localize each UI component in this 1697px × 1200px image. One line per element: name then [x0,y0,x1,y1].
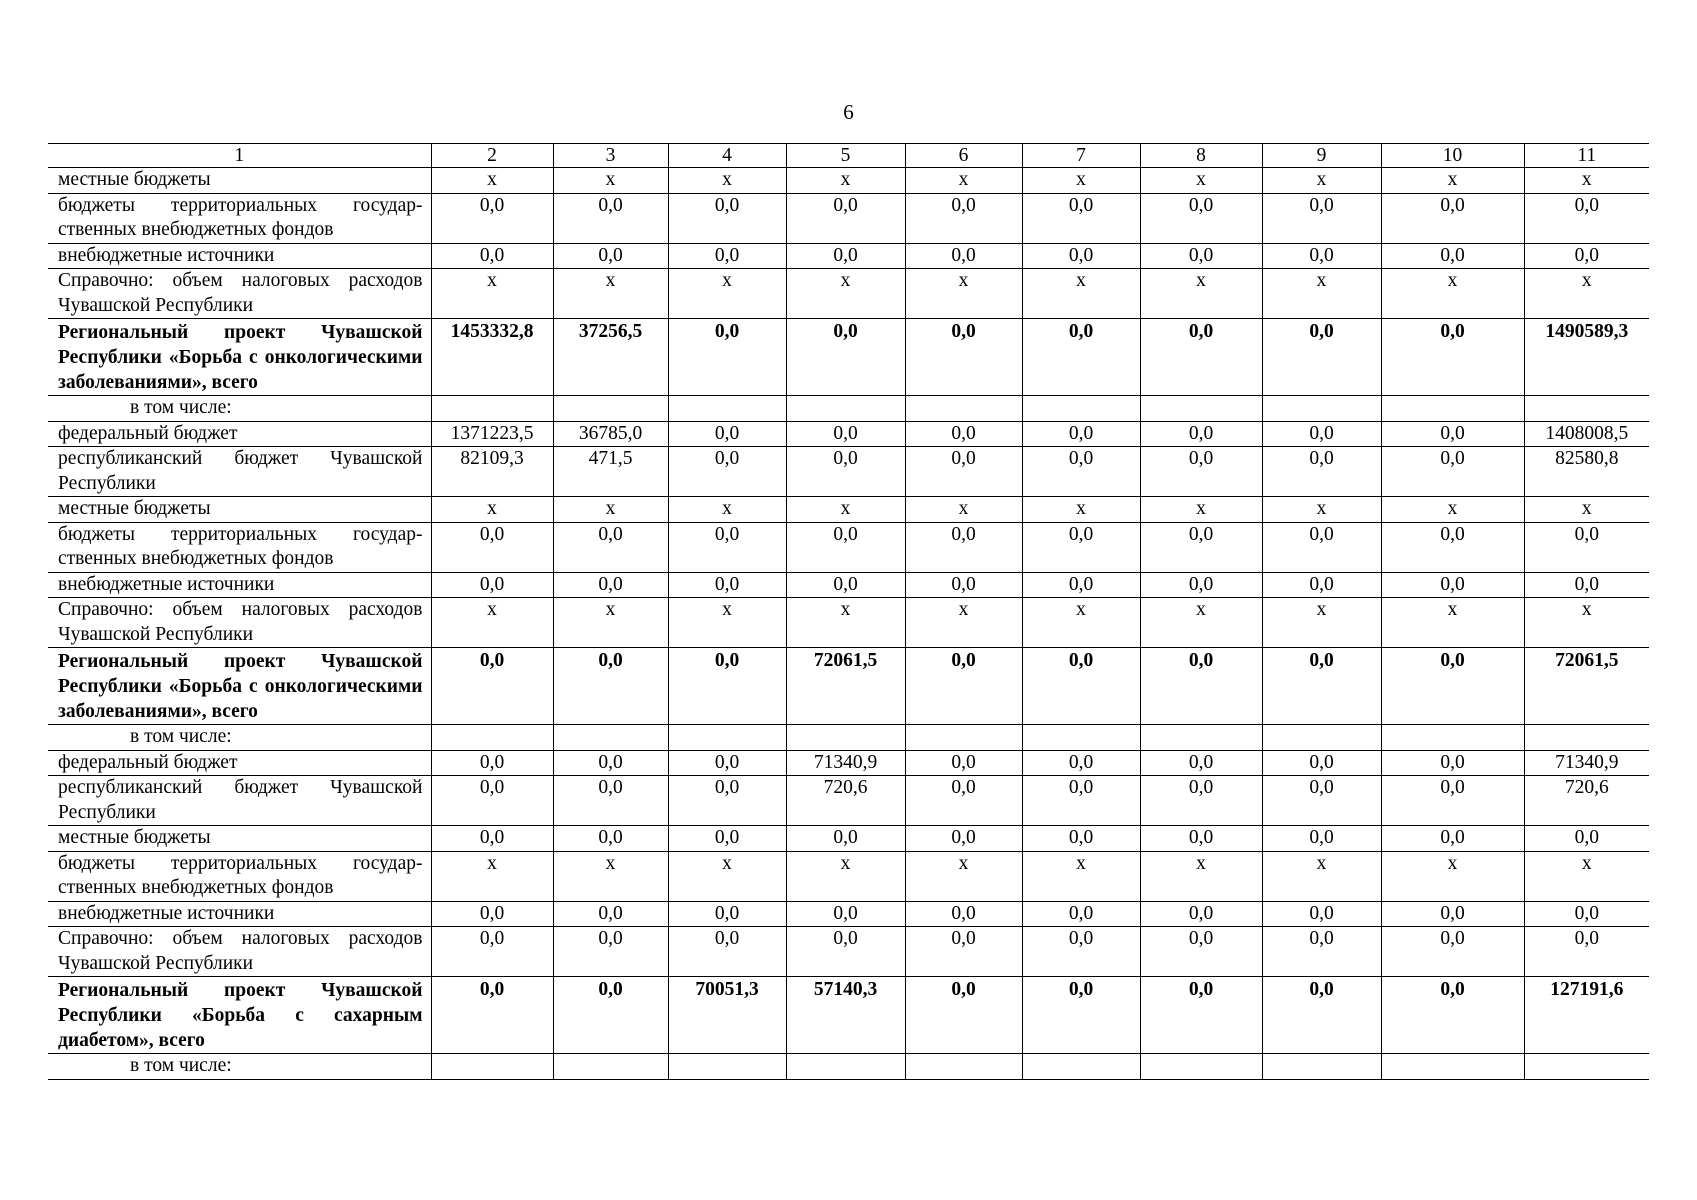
value-cell: 0,0 [1381,193,1524,243]
value-cell: 0,0 [668,750,786,776]
value-cell: 720,6 [1524,776,1649,826]
value-cell: х [668,851,786,901]
column-number-cell: 11 [1524,144,1649,168]
value-cell: х [905,851,1022,901]
table-row [48,927,1649,977]
value-cell: 1453332,8 [431,319,553,396]
value-cell: 0,0 [786,243,905,269]
value-cell: 0,0 [668,776,786,826]
value-cell: 0,0 [1140,572,1262,598]
value-cell [1140,396,1262,422]
value-cell: х [905,168,1022,194]
value-cell: 82109,3 [431,447,553,497]
value-cell: х [553,497,668,523]
value-cell: 0,0 [668,901,786,927]
table-row [48,826,1649,852]
value-cell: х [553,598,668,648]
value-cell: 0,0 [431,776,553,826]
value-cell: 0,0 [668,193,786,243]
column-number-cell: 9 [1262,144,1381,168]
value-cell: 0,0 [905,319,1022,396]
row-label: Региональный проект Чувашской Республики «Борьба с онкологическими заболеваниями», всего [48,648,431,725]
value-cell: 1371223,5 [431,421,553,447]
value-cell: 0,0 [668,572,786,598]
value-cell: 0,0 [1381,243,1524,269]
value-cell: х [668,168,786,194]
value-cell: 0,0 [1262,648,1381,725]
value-cell: х [431,851,553,901]
value-cell: 0,0 [431,901,553,927]
value-cell: 0,0 [905,572,1022,598]
value-cell: 37256,5 [553,319,668,396]
value-cell: 0,0 [668,648,786,725]
value-cell: 71340,9 [1524,750,1649,776]
value-cell: 0,0 [1381,826,1524,852]
value-cell: х [1140,269,1262,319]
value-cell: х [431,598,553,648]
table-row [48,168,1649,194]
value-cell: х [668,269,786,319]
value-cell: х [905,497,1022,523]
value-cell: 0,0 [431,977,553,1054]
value-cell: 720,6 [786,776,905,826]
table-row [48,725,1649,751]
value-cell: 0,0 [905,243,1022,269]
value-cell: 0,0 [1381,750,1524,776]
value-cell: 0,0 [1524,826,1649,852]
row-label: внебюджетные источники [48,901,431,927]
table-row [48,396,1649,422]
value-cell: 0,0 [1262,319,1381,396]
value-cell: 0,0 [1022,572,1140,598]
value-cell [1381,725,1524,751]
value-cell: 0,0 [1262,421,1381,447]
value-cell [905,396,1022,422]
value-cell: х [1262,851,1381,901]
value-cell: х [1022,851,1140,901]
value-cell: 71340,9 [786,750,905,776]
project-total-row [48,977,1649,1054]
value-cell: 72061,5 [1524,648,1649,725]
value-cell [553,396,668,422]
value-cell: 0,0 [431,522,553,572]
column-number-cell: 10 [1381,144,1524,168]
value-cell: х [1262,269,1381,319]
table-row [48,193,1649,243]
table-row [48,1054,1649,1080]
value-cell: х [1022,598,1140,648]
value-cell [1381,1054,1524,1080]
row-label: внебюджетные источники [48,572,431,598]
table-row [48,522,1649,572]
table-row [48,598,1649,648]
value-cell [786,396,905,422]
value-cell [1262,725,1381,751]
value-cell: х [1262,598,1381,648]
row-label: Региональный проект Чувашской Республики «Борьба с онкологическими заболеваниями», всего [48,319,431,396]
value-cell: 0,0 [905,522,1022,572]
value-cell: 0,0 [1524,522,1649,572]
value-cell: 0,0 [1262,927,1381,977]
value-cell: 0,0 [1262,522,1381,572]
value-cell: 0,0 [431,750,553,776]
value-cell: х [1140,851,1262,901]
value-cell: 0,0 [1022,243,1140,269]
value-cell: 0,0 [1381,522,1524,572]
column-number-cell: 5 [786,144,905,168]
value-cell: 0,0 [431,572,553,598]
value-cell: 82580,8 [1524,447,1649,497]
value-cell: 0,0 [1262,977,1381,1054]
value-cell: 0,0 [1140,776,1262,826]
value-cell: 0,0 [1140,319,1262,396]
value-cell [1262,396,1381,422]
value-cell: 0,0 [1262,776,1381,826]
value-cell: 0,0 [431,927,553,977]
value-cell: 70051,3 [668,977,786,1054]
value-cell: 0,0 [1140,901,1262,927]
value-cell: 0,0 [786,901,905,927]
column-number-cell: 3 [553,144,668,168]
value-cell: 0,0 [1262,750,1381,776]
table-row [48,447,1649,497]
value-cell: х [1381,497,1524,523]
row-label: в том числе: [48,1054,431,1080]
table-row [48,776,1649,826]
value-cell: 0,0 [431,243,553,269]
value-cell [431,396,553,422]
page-number: 6 [843,100,854,124]
value-cell [1524,725,1649,751]
value-cell [1022,725,1140,751]
value-cell: 0,0 [553,826,668,852]
value-cell: х [1140,168,1262,194]
value-cell: х [1022,269,1140,319]
row-label: бюджеты территориальных государственных внебюджетных фондов [48,193,431,243]
table-row [48,750,1649,776]
value-cell: 0,0 [553,193,668,243]
value-cell: 72061,5 [786,648,905,725]
table-row [48,421,1649,447]
value-cell: х [1381,269,1524,319]
value-cell: 0,0 [1140,522,1262,572]
value-cell: 0,0 [1262,447,1381,497]
value-cell: 0,0 [668,421,786,447]
value-cell: х [1524,851,1649,901]
value-cell: х [1381,851,1524,901]
value-cell [668,396,786,422]
value-cell: х [553,168,668,194]
value-cell: х [1524,497,1649,523]
value-cell: х [1524,168,1649,194]
value-cell [1262,1054,1381,1080]
value-cell: 0,0 [1022,319,1140,396]
table-row [48,497,1649,523]
value-cell: 0,0 [431,826,553,852]
row-label: местные бюджеты [48,826,431,852]
value-cell: 0,0 [1381,648,1524,725]
value-cell: 0,0 [1140,750,1262,776]
value-cell: 0,0 [1140,447,1262,497]
value-cell: 0,0 [1022,750,1140,776]
value-cell: 0,0 [1022,901,1140,927]
value-cell: х [668,598,786,648]
row-label: республиканский бюджет Чувашской Республики [48,447,431,497]
value-cell [1022,1054,1140,1080]
value-cell: 0,0 [1524,243,1649,269]
value-cell: х [1524,269,1649,319]
value-cell: 0,0 [786,193,905,243]
value-cell: х [786,269,905,319]
value-cell: 0,0 [1022,421,1140,447]
value-cell: 0,0 [905,421,1022,447]
value-cell: 0,0 [1381,776,1524,826]
value-cell: 0,0 [668,927,786,977]
value-cell [1524,396,1649,422]
value-cell: 0,0 [1262,243,1381,269]
value-cell: 0,0 [668,447,786,497]
row-label: внебюджетные источники [48,243,431,269]
value-cell: 0,0 [1381,901,1524,927]
value-cell: 0,0 [1524,901,1649,927]
value-cell [431,1054,553,1080]
value-cell: 0,0 [553,572,668,598]
column-number-cell: 6 [905,144,1022,168]
value-cell [905,1054,1022,1080]
value-cell: х [905,598,1022,648]
value-cell: 0,0 [786,927,905,977]
value-cell: 0,0 [786,572,905,598]
value-cell: х [1381,598,1524,648]
column-number-cell: 2 [431,144,553,168]
value-cell: 0,0 [905,977,1022,1054]
column-number-cell: 1 [48,144,431,168]
value-cell: х [431,497,553,523]
value-cell: х [1140,497,1262,523]
row-label: местные бюджеты [48,497,431,523]
row-label: Справочно: объем налоговых расходов Чувашской Республики [48,927,431,977]
value-cell: 0,0 [1140,193,1262,243]
value-cell [1022,396,1140,422]
value-cell: х [1524,598,1649,648]
value-cell: х [1140,598,1262,648]
value-cell: х [668,497,786,523]
value-cell: 0,0 [1140,421,1262,447]
row-label: в том числе: [48,725,431,751]
value-cell: 0,0 [905,826,1022,852]
value-cell: 0,0 [786,447,905,497]
value-cell: 0,0 [1262,572,1381,598]
row-label: федеральный бюджет [48,421,431,447]
value-cell: х [905,269,1022,319]
value-cell: 0,0 [1022,447,1140,497]
value-cell: 471,5 [553,447,668,497]
value-cell: 0,0 [1140,243,1262,269]
row-label: бюджеты территориальных государственных внебюджетных фондов [48,851,431,901]
value-cell: 0,0 [905,750,1022,776]
value-cell: 0,0 [905,193,1022,243]
row-label: бюджеты территориальных государственных внебюджетных фондов [48,522,431,572]
value-cell: х [1022,168,1140,194]
table-row [48,572,1649,598]
row-label: республиканский бюджет Чувашской Республики [48,776,431,826]
value-cell: 0,0 [1022,776,1140,826]
value-cell: 0,0 [1381,421,1524,447]
value-cell: х [431,269,553,319]
value-cell: 0,0 [1381,447,1524,497]
column-number-row [48,144,1649,168]
value-cell: 0,0 [905,927,1022,977]
value-cell: х [1262,168,1381,194]
value-cell: х [786,168,905,194]
column-number-cell: 8 [1140,144,1262,168]
project-total-row [48,319,1649,396]
value-cell [786,1054,905,1080]
value-cell [1524,1054,1649,1080]
value-cell: 0,0 [431,193,553,243]
value-cell: 0,0 [786,319,905,396]
value-cell: х [786,497,905,523]
value-cell: 0,0 [431,648,553,725]
value-cell: 0,0 [1381,927,1524,977]
value-cell: 1490589,3 [1524,319,1649,396]
value-cell: 0,0 [668,826,786,852]
value-cell: 0,0 [1524,927,1649,977]
value-cell: 0,0 [553,243,668,269]
value-cell: 0,0 [1524,193,1649,243]
value-cell: 0,0 [553,977,668,1054]
value-cell: х [1381,168,1524,194]
value-cell: 0,0 [786,421,905,447]
value-cell: 0,0 [905,901,1022,927]
value-cell [431,725,553,751]
value-cell: 0,0 [1262,901,1381,927]
table-row [48,901,1649,927]
value-cell [786,725,905,751]
value-cell: 0,0 [905,776,1022,826]
value-cell: 0,0 [668,319,786,396]
value-cell: 0,0 [1140,927,1262,977]
value-cell: 0,0 [668,522,786,572]
row-label: Справочно: объем налоговых расходов Чувашской Республики [48,269,431,319]
column-number-cell: 4 [668,144,786,168]
value-cell: 0,0 [905,648,1022,725]
value-cell: 0,0 [1140,977,1262,1054]
table-row [48,851,1649,901]
value-cell: 0,0 [1381,319,1524,396]
value-cell [1140,725,1262,751]
value-cell [1381,396,1524,422]
value-cell: 0,0 [668,243,786,269]
value-cell: 0,0 [1022,826,1140,852]
row-label: местные бюджеты [48,168,431,194]
row-label: Справочно: объем налоговых расходов Чувашской Республики [48,598,431,648]
value-cell: 0,0 [1022,977,1140,1054]
value-cell: 0,0 [1381,977,1524,1054]
value-cell [905,725,1022,751]
value-cell: х [553,851,668,901]
value-cell [668,725,786,751]
row-label: в том числе: [48,396,431,422]
value-cell [553,725,668,751]
value-cell: 0,0 [553,901,668,927]
value-cell: 0,0 [1140,826,1262,852]
value-cell: х [786,598,905,648]
value-cell: 1408008,5 [1524,421,1649,447]
row-label: Региональный проект Чувашской Республики «Борьба с сахарным диабетом», всего [48,977,431,1054]
value-cell: 0,0 [786,826,905,852]
value-cell: 0,0 [553,776,668,826]
value-cell: 0,0 [1140,648,1262,725]
value-cell: 0,0 [1262,193,1381,243]
value-cell: 0,0 [553,750,668,776]
value-cell: 36785,0 [553,421,668,447]
value-cell: 0,0 [1022,927,1140,977]
value-cell: 0,0 [1022,648,1140,725]
value-cell: х [1262,497,1381,523]
value-cell: 127191,6 [1524,977,1649,1054]
row-label: федеральный бюджет [48,750,431,776]
budget-table-body [48,144,1649,1080]
table-row [48,269,1649,319]
value-cell: 0,0 [1381,572,1524,598]
value-cell: 57140,3 [786,977,905,1054]
value-cell [668,1054,786,1080]
value-cell: 0,0 [1022,522,1140,572]
value-cell: 0,0 [1262,826,1381,852]
value-cell: х [786,851,905,901]
budget-table [48,143,1649,1080]
value-cell: х [553,269,668,319]
project-total-row [48,648,1649,725]
value-cell: 0,0 [1524,572,1649,598]
value-cell: 0,0 [553,927,668,977]
value-cell: 0,0 [786,522,905,572]
value-cell [553,1054,668,1080]
value-cell: 0,0 [553,648,668,725]
value-cell [1140,1054,1262,1080]
column-number-cell: 7 [1022,144,1140,168]
value-cell: 0,0 [1022,193,1140,243]
value-cell: х [1022,497,1140,523]
value-cell: х [431,168,553,194]
value-cell: 0,0 [905,447,1022,497]
value-cell: 0,0 [553,522,668,572]
table-row [48,243,1649,269]
